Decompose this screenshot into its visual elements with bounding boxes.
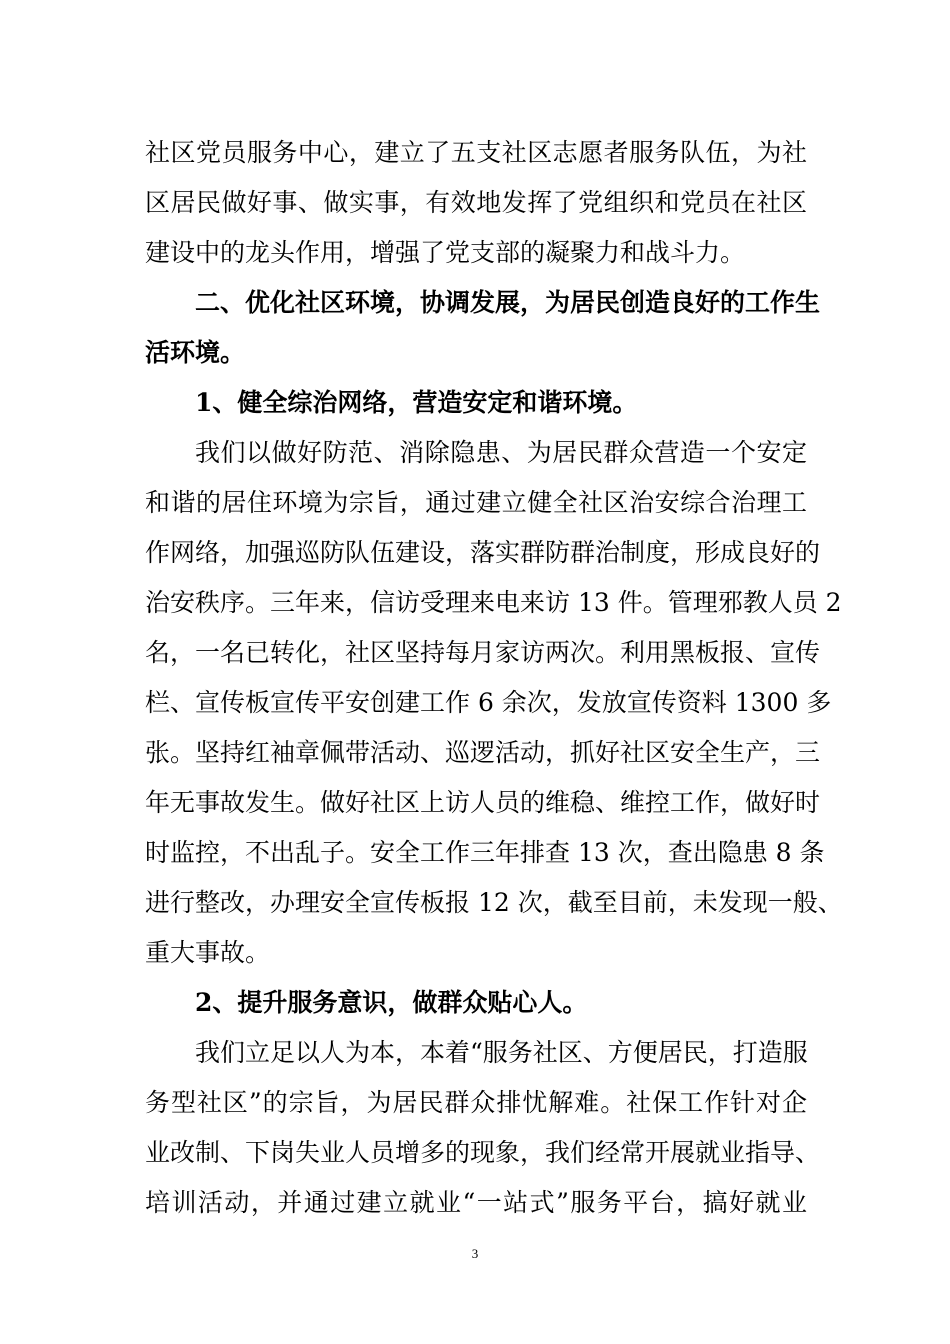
heading-line: 1、健全综治网络，营造安定和谐环境。 bbox=[195, 388, 638, 417]
heading-line: 2、提升服务意识，做群众贴心人。 bbox=[195, 988, 588, 1017]
paragraph-line: 务型社区”的宗旨，为居民群众排忧解难。社保工作针对企 bbox=[145, 1088, 807, 1117]
paragraph-line: 栏、宣传板宣传平安创建工作 6 余次，发放宣传资料 1300 多 bbox=[145, 688, 832, 717]
paragraph-line: 名，一名已转化，社区坚持每月家访两次。利用黑板报、宣传 bbox=[145, 638, 821, 667]
paragraph-line: 重大事故。 bbox=[145, 938, 271, 967]
paragraph-line: 我们以做好防范、消除隐患、为居民群众营造一个安定 bbox=[195, 438, 807, 467]
document-body bbox=[145, 128, 843, 1228]
paragraph-line: 社区党员服务中心，建立了五支社区志愿者服务队伍，为社 bbox=[145, 138, 807, 167]
paragraph-line: 治安秩序。三年来，信访受理来电来访 13 件。管理邪教人员 2 bbox=[145, 588, 842, 617]
paragraph-line: 我们立足以人为本，本着“服务社区、方便居民，打造服 bbox=[195, 1038, 808, 1067]
page-number: 3 bbox=[471, 1246, 479, 1261]
heading-line: 二、优化社区环境，协调发展，为居民创造良好的工作生 bbox=[195, 288, 821, 317]
paragraph-line: 区居民做好事、做实事，有效地发挥了党组织和党员在社区 bbox=[145, 188, 807, 217]
paragraph-line: 建设中的龙头作用，增强了党支部的凝聚力和战斗力。 bbox=[145, 238, 746, 267]
paragraph-line: 进行整改，办理安全宣传板报 12 次，截至目前，未发现一般、 bbox=[145, 888, 843, 917]
paragraph-line: 业改制、下岗失业人员增多的现象，我们经常开展就业指导、 bbox=[145, 1138, 821, 1167]
paragraph-line: 培训活动，并通过建立就业“一站式”服务平台，搞好就业 bbox=[145, 1188, 807, 1217]
paragraph-line: 时监控，不出乱子。安全工作三年排查 13 次，查出隐患 8 条 bbox=[145, 838, 825, 867]
paragraph-line: 和谐的居住环境为宗旨，通过建立健全社区治安综合治理工 bbox=[145, 488, 807, 517]
paragraph-line: 作网络，加强巡防队伍建设，落实群防群治制度，形成良好的 bbox=[145, 538, 821, 567]
heading-line: 活环境。 bbox=[145, 338, 246, 367]
paragraph-line: 年无事故发生。做好社区上访人员的维稳、维控工作，做好时 bbox=[145, 788, 821, 817]
paragraph-line: 张。坚持红袖章佩带活动、巡逻活动，抓好社区安全生产，三 bbox=[145, 738, 821, 767]
